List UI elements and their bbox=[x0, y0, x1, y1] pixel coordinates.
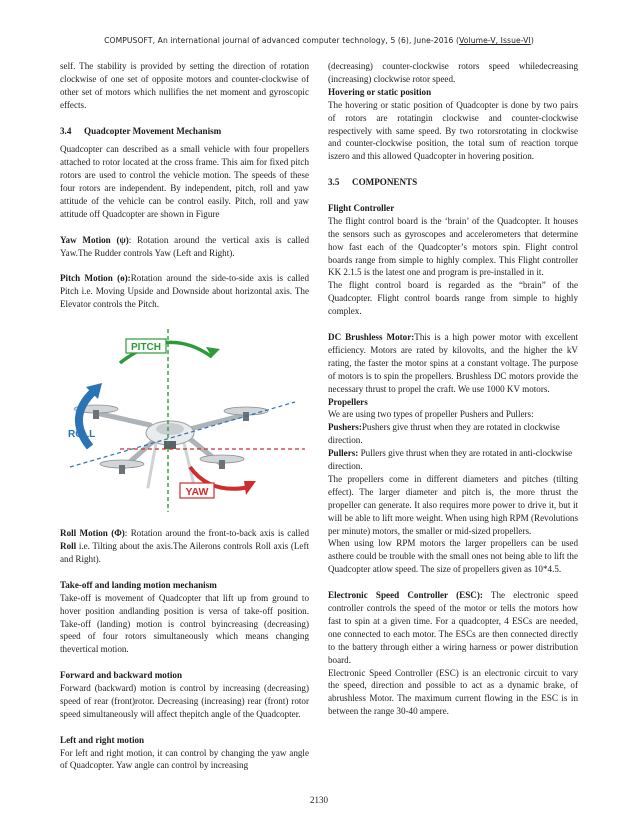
hovering-paragraph: The hovering or static position of Quadcopter is done by two pairs of rotors are rotatingin clockwise and counter-clockwise respectively with same speed. By two rotorsrotating in clockwise and counter-clockwise position, the total sum of reaction torque iszero and this allowed Quadcopter in hovering position. bbox=[328, 99, 578, 162]
continuation-paragraph: (decreasing) counter-clockwise rotors speed whiledecreasing (increasing) clockwise rotor speed. bbox=[328, 61, 578, 84]
hovering-heading: Hovering or static position bbox=[328, 86, 432, 97]
left-column bbox=[60, 60, 309, 772]
takeoff-paragraph: Take-off is movement of Quadcopter that lift up from ground to hover position andlanding position is versa of take-off position. Take-off (landing) motion is control byincreasing (decreasing) speed of four rotors simultaneously which means changing thevertical motion. bbox=[60, 592, 309, 655]
roll-paragraph: Roll Motion (Φ): Rotation around the front-to-back axis is called Roll i.e. Tilting about the axis.The Ailerons controls Roll axis (Left and Right). bbox=[60, 528, 309, 564]
left-right-heading: Left and right motion bbox=[60, 734, 145, 745]
flight-controller-paragraph-1: The flight control board is the ‘brain’ of the Quadcopter. It houses the sensors such as gyroscopes and accelerometers that determine how fast each of the Quadcopter’s motors spin. Flight control boards range from simple to highly complex. This Flight controller KK 2.1.5 is the latest one and program is pre-installed in it. bbox=[328, 215, 578, 278]
running-header: COMPUSOFT, An international journal of advanced computer technology, 5 (6), June-2016 (Volume-V, Issue-VI) bbox=[104, 36, 534, 45]
takeoff-heading: Take-off and landing motion mechanism bbox=[60, 579, 217, 590]
propellers-paragraph-2: When using low RPM motors the larger propellers can be used asthere could be trouble with the small ones not being able to lift the Quadcopter atlow speed. The size of propellers given as 10*4.5. bbox=[328, 538, 578, 575]
section-3-4-heading: 3.4 Quadcopter Movement Mechanism bbox=[60, 125, 222, 136]
volume-issue-link[interactable]: Volume-V, Issue-VI bbox=[459, 36, 531, 45]
yaw-label: YAW bbox=[185, 486, 209, 499]
flight-controller-paragraph-2: The flight control board is regarded as the “brain” of the Quadcopter. Flight control boards range from simple to highly complex. bbox=[328, 280, 578, 317]
flight-controller-heading: Flight Controller bbox=[328, 202, 395, 213]
page-number: 2130 bbox=[310, 795, 328, 805]
pushers-paragraph: Pushers:Pushers give thrust when they are rotated in clockwise direction. bbox=[328, 422, 560, 446]
propellers-intro: We are using two types of propeller Pushers and Pullers: bbox=[328, 409, 534, 420]
pullers-paragraph: Pullers: Pullers give thrust when they are rotated in anti-clockwise direction. bbox=[328, 448, 573, 472]
right-column bbox=[328, 60, 578, 718]
esc-paragraph-1: Electronic Speed Controller (ESC): The electronic speed controller controls the speed of the motor or tells the motors how fast to spin at a given time. For a quadcopter, 4 ESCs are needed, one connected to each motor. The ESCs are then connected directly to the battery through either a wiring harness or power distribution board. bbox=[328, 590, 578, 665]
dc-motor-paragraph: DC Brushless Motor:This is a high power motor with excellent efficiency. Motors are rated by kilovolts, and the higher the kV rating, the faster the motor spins at a constant voltage. The purpose of motors is to spin the propellers. Brushless DC motors provide the necessary thrust to propel the craft. We use 1000 KV motors. bbox=[328, 331, 578, 394]
stability-paragraph: self. The stability is provided by setting the direction of rotation clockwise of one set of opposite motors and counter-clockwise of other set of motors which nullifies the net moment and gyroscopic effects. bbox=[60, 61, 309, 110]
propellers-paragraph-1: The propellers come in different diameters and pitches (tilting effect). The larger diameter and pitch is, the more thrust the propeller can generate. It also requires more power to drive it, but it will be able to lift more weight. When using high RPM (Revolutions per minute) motors, the smaller or mid-sized propellers. bbox=[328, 473, 578, 536]
propellers-heading: Propellers bbox=[328, 396, 368, 407]
forward-backward-paragraph: Forward (backward) motion is control by increasing (decreasing) speed of rear (front)rotor. Decreasing (increasing) rear (front) rotor speed simultaneously will affect thepitch angle of the Quadcopter. bbox=[60, 683, 309, 719]
esc-paragraph-2: Electronic Speed Controller (ESC) is an electronic circuit to vary the speed, direction and possible to act as a dynamic brake, of abrushless Motor. The maximum current flowing in the ESC is in between the range 30-40 ampere. bbox=[328, 667, 578, 717]
mechanism-paragraph: Quadcopter can described as a small vehicle with four propellers attached to rotor located at the cross frame. This aim for fixed pitch rotors are used to control the vehicle motion. The speeds of these four rotors are independent. By independent, pitch, roll and yaw attitude of the vehicle can be control easily. Pitch, roll and yaw attitude off Quadcopter are shown in Figure bbox=[60, 144, 309, 219]
section-3-5-heading: 3.5 COMPONENTS bbox=[328, 177, 418, 188]
roll-label: ROLL bbox=[68, 429, 96, 441]
yaw-paragraph: Yaw Motion (ψ): Rotation around the vertical axis is called Yaw.The Rudder controls Yaw (Left and Right). bbox=[60, 234, 309, 258]
pitch-label: PITCH bbox=[131, 342, 161, 354]
left-right-paragraph: For left and right motion, it can control by changing the yaw angle of Quadcopter. Yaw angle can control by increasing bbox=[60, 747, 309, 771]
forward-backward-heading: Forward and backward motion bbox=[60, 670, 183, 681]
quadcopter-axes-figure bbox=[60, 317, 309, 517]
pitch-paragraph: Pitch Motion (ɵ):Rotation around the side-to-side axis is called Pitch i.e. Moving Upside and Downside about horizontal axis. The Elevator controls the Pitch. bbox=[60, 273, 309, 310]
